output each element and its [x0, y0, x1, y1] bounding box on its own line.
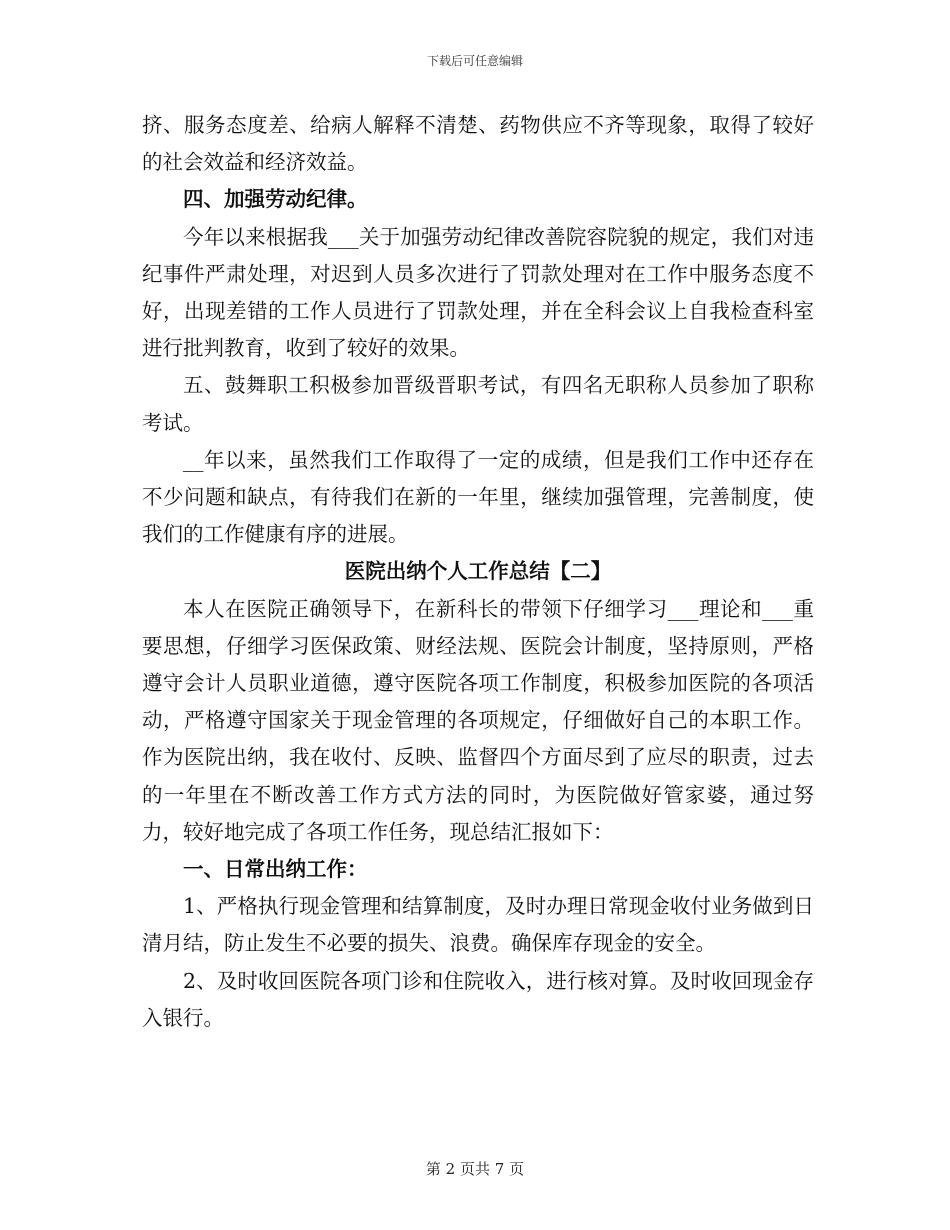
- paragraph: 五、鼓舞职工积极参加晋级晋职考试，有四名无职称人员参加了职称考试。: [142, 373, 814, 435]
- paragraph: 2、及时收回医院各项门诊和住院收入，进行核对算。及时收回现金存入银行。: [142, 968, 814, 1030]
- paragraph: __年以来，虽然我们工作取得了一定的成绩，但是我们工作中还存在不少问题和缺点，有待我们在新的一年里，继续加强管理，完善制度，使我们的工作健康有序的进展。: [142, 447, 814, 547]
- page-footer: 第 2 页共 7 页: [425, 1160, 525, 1178]
- paragraph: 1、严格执行现金管理和结算制度，及时办理日常现金收付业务做到日清月结，防止发生不必要的损失、浪费。确保库存现金的安全。: [142, 894, 814, 956]
- page-header: 下载后可任意编辑: [426, 54, 523, 68]
- paragraph: 本人在医院正确领导下，在新科长的带领下仔细学习___理论和___重要思想，仔细学习医保政策、财经法规、医院会计制度，坚持原则，严格遵守会计人员职业道德，遵守医院各项工作制度，积极参加医院的各项活动，严格遵守国家关于现金管理的各项规定，仔细做好自己的本职工作。作为医院出纳，我在收付、反映、监督四个方面尽到了应尽的职责，过去的一年里在不断改善工作方式方法的同时，为医院做好管家婆，通过努力，较好地完成了各项工作任务，现总结汇报如下：: [142, 596, 814, 844]
- section-heading-1: 一、日常出纳工作：: [183, 857, 368, 882]
- section-heading-4: 四、加强劳动纪律。: [183, 187, 368, 212]
- paragraph-continuation: 挤、服务态度差、给病人解释不清楚、药物供应不齐等现象，取得了较好的社会效益和经济效益。: [142, 113, 814, 175]
- paragraph: 今年以来根据我___关于加强劳动纪律改善院容院貌的规定，我们对违纪事件严肃处理，对迟到人员多次进行了罚款处理对在工作中服务态度不好，出现差错的工作人员进行了罚款处理，并在全科会议上自我检查科室进行批判教育，收到了较好的效果。: [142, 224, 814, 361]
- document-title: 医院出纳个人工作总结【二】: [344, 559, 612, 584]
- document-body: [142, 107, 814, 1037]
